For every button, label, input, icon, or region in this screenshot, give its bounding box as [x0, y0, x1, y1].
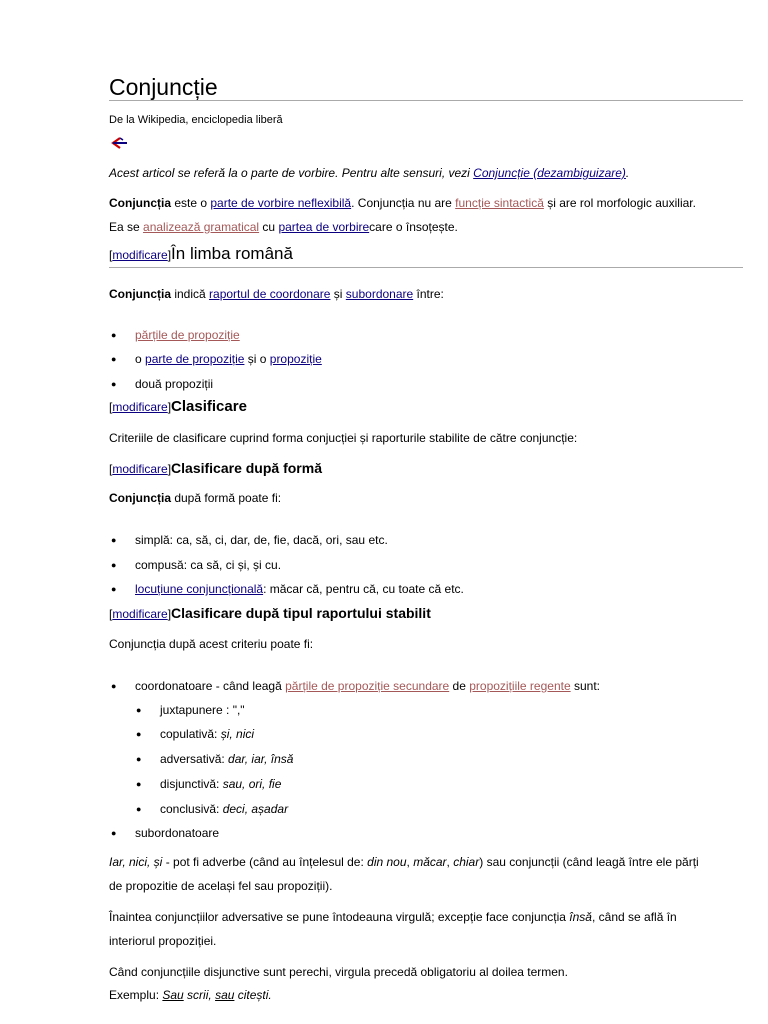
section-heading-limba-romana	[109, 244, 293, 265]
text: între:	[413, 287, 444, 301]
text: Înaintea conjuncțiilor adversative se pune întodeauna virgulă; excepție face conjuncția	[109, 910, 570, 924]
section-divider	[109, 267, 743, 268]
intro-text: Ea se	[109, 220, 144, 234]
bullet: ●	[111, 379, 117, 389]
example: dar, iar, însă	[228, 752, 294, 766]
edit-link[interactable]: modificare	[112, 607, 168, 621]
hatnote-end: .	[625, 166, 630, 180]
edit-bracket: [	[109, 462, 113, 476]
bullet: ●	[111, 584, 117, 594]
section-heading-dupa-raport	[109, 604, 431, 623]
edit-link[interactable]: modificare	[112, 400, 168, 414]
bullet: ●	[136, 729, 142, 739]
bullet: ●	[111, 560, 117, 570]
tagline: De la Wikipedia, enciclopedia liberă	[109, 114, 283, 126]
text: conclusivă:	[160, 802, 223, 816]
intro-text: . Conjuncția nu are	[351, 196, 456, 210]
note-paragraph	[109, 910, 677, 925]
bullet: ●	[111, 535, 117, 545]
text: - pot fi adverbe (când au înțelesul de:	[162, 855, 368, 869]
example: sau, ori, fie	[222, 777, 282, 791]
text: o	[135, 352, 146, 366]
text: după formă poate fi:	[171, 491, 282, 505]
edit-bracket: [	[109, 607, 113, 621]
hatnote	[109, 166, 629, 181]
paragraph: Criteriile de clasificare cuprind forma conjucției și raporturile stabilite de către conjuncție:	[109, 431, 578, 445]
list-item: subordonatoare	[135, 826, 220, 840]
list-item: compusă: ca să, ci și, și cu.	[135, 558, 282, 572]
link-propozitiile-regente[interactable]: propozițiile regente	[469, 679, 571, 693]
link-subordonare[interactable]: subordonare	[345, 287, 414, 301]
section-title: Clasificare	[171, 398, 247, 415]
intro-bold: Conjuncția	[109, 196, 171, 210]
text: coordonatoare - când leagă	[135, 679, 286, 693]
sub-list-item	[160, 727, 254, 742]
edit-bracket: ]	[167, 607, 172, 621]
note-paragraph-line: interiorul propoziției.	[109, 934, 217, 948]
example-label: Exemplu:	[109, 988, 163, 1002]
text: disjunctivă:	[160, 777, 223, 791]
hatnote-text: Acest articol se referă la o parte de vorbire. Pentru alte sensuri, vezi	[109, 166, 474, 180]
section-title: Clasificare după tipul raportului stabilit	[171, 605, 431, 621]
note-paragraph	[109, 855, 699, 870]
bullet: ●	[136, 804, 142, 814]
example: și, nici	[220, 727, 255, 741]
italic-text: măcar	[413, 855, 447, 869]
text: ,	[406, 855, 414, 869]
edit-link[interactable]: modificare	[112, 248, 168, 262]
edit-bracket: [	[109, 248, 113, 262]
italic-text: Iar, nici, și	[109, 855, 163, 869]
link-partile-de-propozitie[interactable]: părțile de propoziție	[135, 328, 240, 342]
underlined-word: Sau	[162, 988, 184, 1002]
note-paragraph-line: de propozitie de același fel sau propoziții).	[109, 879, 333, 893]
sub-list-item	[160, 777, 281, 792]
bullet: ●	[136, 754, 142, 764]
list-item: două propoziții	[135, 377, 214, 391]
italic-text: însă	[569, 910, 592, 924]
intro-text: care o însoțește.	[369, 220, 458, 234]
list-item: simplă: ca, să, ci, dar, de, fie, dacă, ori, sau etc.	[135, 533, 388, 547]
link-analizeaza-gramatical[interactable]: analizează gramatical	[143, 220, 260, 234]
sub-list-item	[160, 752, 293, 767]
link-partea-de-vorbire[interactable]: partea de vorbire	[278, 220, 370, 234]
section-title: În limba română	[171, 244, 293, 263]
intro-line-2	[109, 220, 458, 235]
note-paragraph: Când conjuncțiile disjunctive sunt perechi, virgula precedă obligatoriu al doilea termen.	[109, 965, 568, 979]
disambiguation-icon	[110, 137, 128, 149]
text: ) sau conjuncții (când leagă între ele părți	[479, 855, 699, 869]
paragraph: Conjuncția după acest criteriu poate fi:	[109, 637, 314, 651]
intro-text: cu	[259, 220, 279, 234]
text: : măcar că, pentru că, cu toate că etc.	[263, 582, 464, 596]
underlined-word: sau	[215, 988, 235, 1002]
edit-bracket: ]	[167, 462, 172, 476]
intro-text: și are rol morfologic auxiliar.	[543, 196, 696, 210]
text: indică	[171, 287, 210, 301]
text: și	[330, 287, 346, 301]
intro-text: este o	[171, 196, 211, 210]
list-item	[135, 352, 322, 367]
text: , când se află în	[591, 910, 677, 924]
paragraph	[109, 491, 281, 506]
section-heading-dupa-forma	[109, 459, 322, 478]
bullet: ●	[111, 330, 117, 340]
italic-text: chiar	[453, 855, 480, 869]
text: ,	[446, 855, 454, 869]
sub-list-item	[160, 802, 288, 817]
edit-bracket: ]	[167, 248, 172, 262]
bullet: ●	[136, 705, 142, 715]
example-line	[109, 988, 272, 1003]
bold-term: Conjuncția	[109, 491, 171, 505]
bullet: ●	[136, 779, 142, 789]
link-parte-de-propozitie[interactable]: parte de propoziție	[145, 352, 245, 366]
text: sunt:	[570, 679, 600, 693]
bullet: ●	[111, 828, 117, 838]
link-partile-de-propozitie-secundare[interactable]: părțile de propoziție secundare	[285, 679, 450, 693]
page-title: Conjuncție	[109, 74, 218, 100]
sub-list-item: juxtapunere : ","	[160, 703, 245, 717]
italic-text: citești.	[234, 988, 272, 1002]
section-title: Clasificare după formă	[171, 460, 322, 476]
list-item	[135, 328, 240, 343]
bold-term: Conjuncția	[109, 287, 171, 301]
bullet: ●	[111, 681, 117, 691]
disambiguation-link[interactable]: Conjuncție (dezambiguizare)	[473, 166, 626, 180]
intro-line-1	[109, 196, 696, 211]
section-heading-clasificare	[109, 397, 247, 417]
link-functie-sintactica[interactable]: funcție sintactică	[455, 196, 544, 210]
title-divider	[109, 100, 743, 101]
link-parte-de-vorbire-neflexibila[interactable]: parte de vorbire neflexibilă	[210, 196, 352, 210]
list-item	[135, 582, 464, 597]
example: deci, așadar	[222, 802, 289, 816]
edit-link[interactable]: modificare	[112, 462, 168, 476]
link-locutiune-conjunctionala[interactable]: locuțiune conjuncțională	[135, 582, 264, 596]
text: adversativă:	[160, 752, 229, 766]
text: copulativă:	[160, 727, 221, 741]
link-raportul-de-coordonare[interactable]: raportul de coordonare	[209, 287, 331, 301]
list-item	[135, 679, 600, 694]
edit-bracket: [	[109, 400, 113, 414]
link-propozitie[interactable]: propoziție	[269, 352, 322, 366]
paragraph	[109, 287, 444, 302]
italic-text: scrii,	[183, 988, 216, 1002]
text: și o	[244, 352, 270, 366]
italic-text: din nou	[367, 855, 407, 869]
text: de	[449, 679, 470, 693]
edit-bracket: ]	[167, 400, 172, 414]
bullet: ●	[111, 354, 117, 364]
